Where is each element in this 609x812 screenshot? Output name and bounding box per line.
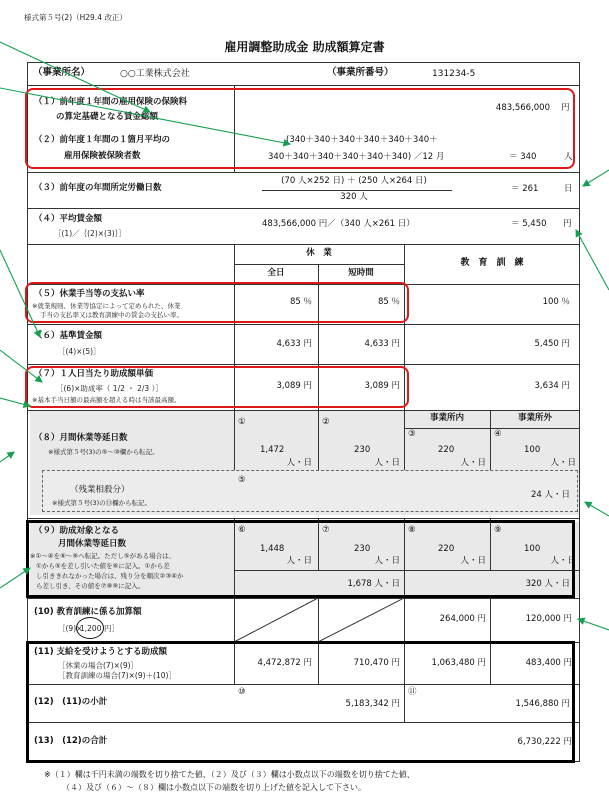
row3-unit: 日 bbox=[564, 184, 573, 194]
zangyo-note: ※様式第５号(3)の⑬欄から転記。 bbox=[52, 499, 152, 507]
row12-kyoiku: 1,546,880 円 bbox=[515, 699, 570, 709]
row2-formula-2: 340＋340＋340＋340＋340＋340) ／12 月 bbox=[268, 152, 445, 162]
col-tanjikan: 短時間 bbox=[348, 268, 374, 278]
row8-value-4: 100 bbox=[524, 445, 541, 455]
row5-label: （５）休業手当等の支払い率 bbox=[34, 289, 145, 299]
row2-formula-1: (340＋340＋340＋340＋340＋340＋ bbox=[286, 135, 438, 145]
row9-value-8: 220 bbox=[438, 544, 455, 554]
row1-label: （１）前年度１年間の雇用保険の保険料 bbox=[34, 97, 188, 107]
row4-label: （４）平均賃金額 bbox=[34, 214, 103, 224]
row10-nai: 264,000 円 bbox=[439, 614, 486, 624]
row3-label: （３）前年度の年間所定労働日数 bbox=[34, 183, 162, 193]
row7-zenjitsu: 3,089 円 bbox=[276, 381, 312, 391]
footnote-1: ※（１）欄は千円未満の端数を切り捨てた値、（２）及び（３）欄は小数点以下の端数を切り捨てた値、 bbox=[44, 770, 415, 779]
zangyo-label: （残業相殺分） bbox=[70, 485, 130, 495]
row4-formula: 483,566,000 円／（340 人×261 日） bbox=[262, 219, 415, 229]
row8-mark-2: ② bbox=[322, 417, 330, 427]
arrow-to-row10 bbox=[578, 619, 609, 630]
row13-label: (13) (12)の合計 bbox=[34, 736, 108, 746]
row5-note-1: ※就業規則、休業等協定によって定められた、休業 bbox=[32, 302, 181, 310]
row11-zenjitsu: 4,472,872 円 bbox=[257, 658, 312, 668]
row1-label-2: の算定基礎となる賃金総額 bbox=[56, 112, 159, 122]
row9-note-1: ※①～④を⑥～⑨へ転記。ただし⑤がある場合は、 bbox=[30, 552, 176, 560]
row9-unit-8: 人・日 bbox=[460, 556, 486, 566]
office-number-value: 131234-5 bbox=[432, 69, 476, 79]
row12-kyugyo: 5,183,342 円 bbox=[345, 699, 400, 709]
row9-mark-9: ⑨ bbox=[494, 525, 502, 535]
row3-result: ＝ 261 bbox=[511, 184, 539, 194]
row10-circled-rate: 1,200 bbox=[80, 624, 102, 633]
row4-result: ＝ 5,450 bbox=[511, 219, 547, 229]
row5-note-2: 手当の支払率又は教育訓練中の賃金の支払い率。 bbox=[40, 311, 183, 319]
col-kyoiku: 教 育 訓 練 bbox=[460, 258, 524, 268]
arrow-to-row6 bbox=[0, 250, 40, 337]
row11-label: (11) 支給を受けようとする助成額 bbox=[34, 647, 168, 657]
row8-unit-2: 人・日 bbox=[374, 458, 400, 468]
office-number-label: （事業所番号） bbox=[327, 67, 394, 78]
col-zenjitsu: 全日 bbox=[267, 268, 285, 278]
arrow-to-row9 bbox=[0, 568, 30, 588]
row9-label-2: 月間休業等延日数 bbox=[58, 539, 127, 549]
row3-denominator: 320 人 bbox=[340, 192, 368, 202]
row13-value: 6,730,222 円 bbox=[517, 737, 572, 747]
row2-label-2: 雇用保険被保険者数 bbox=[64, 151, 141, 161]
row7-tanjikan: 3,089 円 bbox=[364, 381, 400, 391]
row8-unit-3: 人・日 bbox=[460, 458, 486, 468]
row11-tanjikan: 710,470 円 bbox=[353, 658, 400, 668]
row9-value-6: 1,448 bbox=[260, 544, 285, 554]
col-jigyosho-nai: 事業所内 bbox=[429, 413, 464, 423]
row8-label: （８）月間休業等延日数 bbox=[34, 433, 128, 443]
row7-kyoiku: 3,634 円 bbox=[534, 381, 570, 391]
row9-unit-7: 人・日 bbox=[374, 556, 400, 566]
row8-value-1: 1,472 bbox=[260, 445, 285, 455]
row2-label: （２）前年度１年間の１箇月平均の bbox=[34, 135, 171, 145]
row6-kyoiku: 5,450 円 bbox=[534, 339, 570, 349]
row12-label: (12) (11)の小計 bbox=[34, 697, 108, 707]
arrow-to-row1 bbox=[0, 42, 150, 112]
arrow-to-row7 bbox=[0, 350, 42, 382]
form-number: 様式第５号(2)（H29.4 改正） bbox=[24, 13, 127, 22]
arrow-to-row4 bbox=[576, 230, 609, 290]
row10-sublabel-pre: ［(9)× bbox=[58, 624, 83, 633]
row9-kyugyo-total: 1,678 人・日 bbox=[347, 579, 400, 589]
row5-tanjikan: 85 ％ bbox=[377, 297, 400, 307]
row9-mark-7: ⑦ bbox=[322, 525, 330, 535]
arrow-to-row8 bbox=[0, 452, 14, 462]
row11-sub-2: ［教育訓練の場合(7)×(9)＋(10)］ bbox=[58, 671, 176, 680]
row8-mark-4: ④ bbox=[494, 429, 502, 439]
office-name-label: （事業所名） bbox=[33, 67, 91, 78]
row12-mark-11: ⑪ bbox=[408, 687, 417, 697]
row7-sublabel: ［(6)×助成率（ 1/2 ・ 2/3 ）］ bbox=[56, 384, 163, 393]
row8-unit-1: 人・日 bbox=[286, 458, 312, 468]
row6-zenjitsu: 4,633 円 bbox=[276, 339, 312, 349]
row9-note-4: ら差し引き、その値を⑦⑧⑨に記入。 bbox=[36, 582, 145, 590]
arrow-to-row7-note bbox=[0, 398, 30, 406]
row8-value-2: 230 bbox=[354, 445, 371, 455]
row11-gai: 483,400 円 bbox=[525, 658, 572, 668]
row5-kyoiku: 100 ％ bbox=[542, 297, 570, 307]
row8-value-3: 220 bbox=[438, 445, 455, 455]
row9-mark-6: ⑥ bbox=[238, 525, 246, 535]
row8-mark-3: ③ bbox=[408, 429, 416, 439]
row10-label: (10) 教育訓練に係る加算額 bbox=[34, 607, 142, 617]
arrow-to-zangyo bbox=[585, 502, 609, 516]
row9-mark-8: ⑧ bbox=[408, 525, 416, 535]
row6-label: （６）基準賃金額 bbox=[34, 331, 103, 341]
row10-sublabel-post: 円］ bbox=[104, 624, 119, 633]
row12-mark-10: ⑩ bbox=[238, 687, 246, 697]
row10-gai: 120,000 円 bbox=[525, 614, 572, 624]
col-jigyosho-gai: 事業所外 bbox=[517, 413, 552, 423]
row1-value: 483,566,000 bbox=[495, 103, 550, 113]
arrow-to-row3 bbox=[583, 170, 609, 186]
page-title: 雇用調整助成金 助成額算定書 bbox=[224, 40, 385, 54]
footnote-2: （４）及び（６）～（８）欄は小数点以下の端数を切り上げた値を記入して下さい。 bbox=[62, 783, 366, 792]
row8-note: ※様式第５号(3)の⑤～⑩欄から転記。 bbox=[48, 448, 159, 456]
office-name-value: ○○工業株式会社 bbox=[120, 69, 190, 79]
row8-mark-1: ① bbox=[238, 417, 246, 427]
row9-note-3: し引ききれなかった場合は、残り分を順次②③④か bbox=[36, 572, 184, 580]
row4-sublabel: ［(1)／｛(2)×(3)｝］ bbox=[54, 229, 126, 238]
row9-unit-9: 人・日 bbox=[550, 556, 576, 566]
row9-note-2: ①から⑤を差し引いた値を⑥に記入。①から差 bbox=[36, 562, 170, 570]
row11-sub-1: ［休業の場合(7)×(9)］ bbox=[58, 661, 139, 670]
row6-sublabel: ［(4)×(5)］ bbox=[58, 347, 101, 356]
zangyo-mark: ⑤ bbox=[238, 475, 246, 485]
row9-kyoiku-total: 320 人・日 bbox=[525, 579, 570, 589]
row7-label: （７）１人日当たり助成額単価 bbox=[34, 369, 154, 379]
row3-numerator: (70 人×252 日) ＋ (250 人×264 日) bbox=[281, 176, 427, 186]
arrow-to-row2 bbox=[0, 88, 290, 144]
row9-value-7: 230 bbox=[354, 544, 371, 554]
zangyo-value: 24 人・日 bbox=[530, 490, 570, 500]
row8-unit-4: 人・日 bbox=[550, 458, 576, 468]
row2-unit: 人 bbox=[564, 152, 573, 162]
row9-value-9: 100 bbox=[524, 544, 541, 554]
col-kyugyo: 休 業 bbox=[306, 248, 332, 258]
row5-zenjitsu: 85 ％ bbox=[289, 297, 312, 307]
row7-note: ※基本手当日額の最高額を超える時は当該最高額。 bbox=[32, 396, 181, 404]
row4-unit: 円 bbox=[563, 219, 572, 229]
row6-tanjikan: 4,633 円 bbox=[364, 339, 400, 349]
row2-result: ＝ 340 bbox=[509, 152, 537, 162]
row9-label: （９）助成対象となる bbox=[34, 526, 120, 536]
row1-unit: 円 bbox=[561, 103, 570, 113]
row11-nai: 1,063,480 円 bbox=[431, 658, 486, 668]
row9-unit-6: 人・日 bbox=[286, 556, 312, 566]
